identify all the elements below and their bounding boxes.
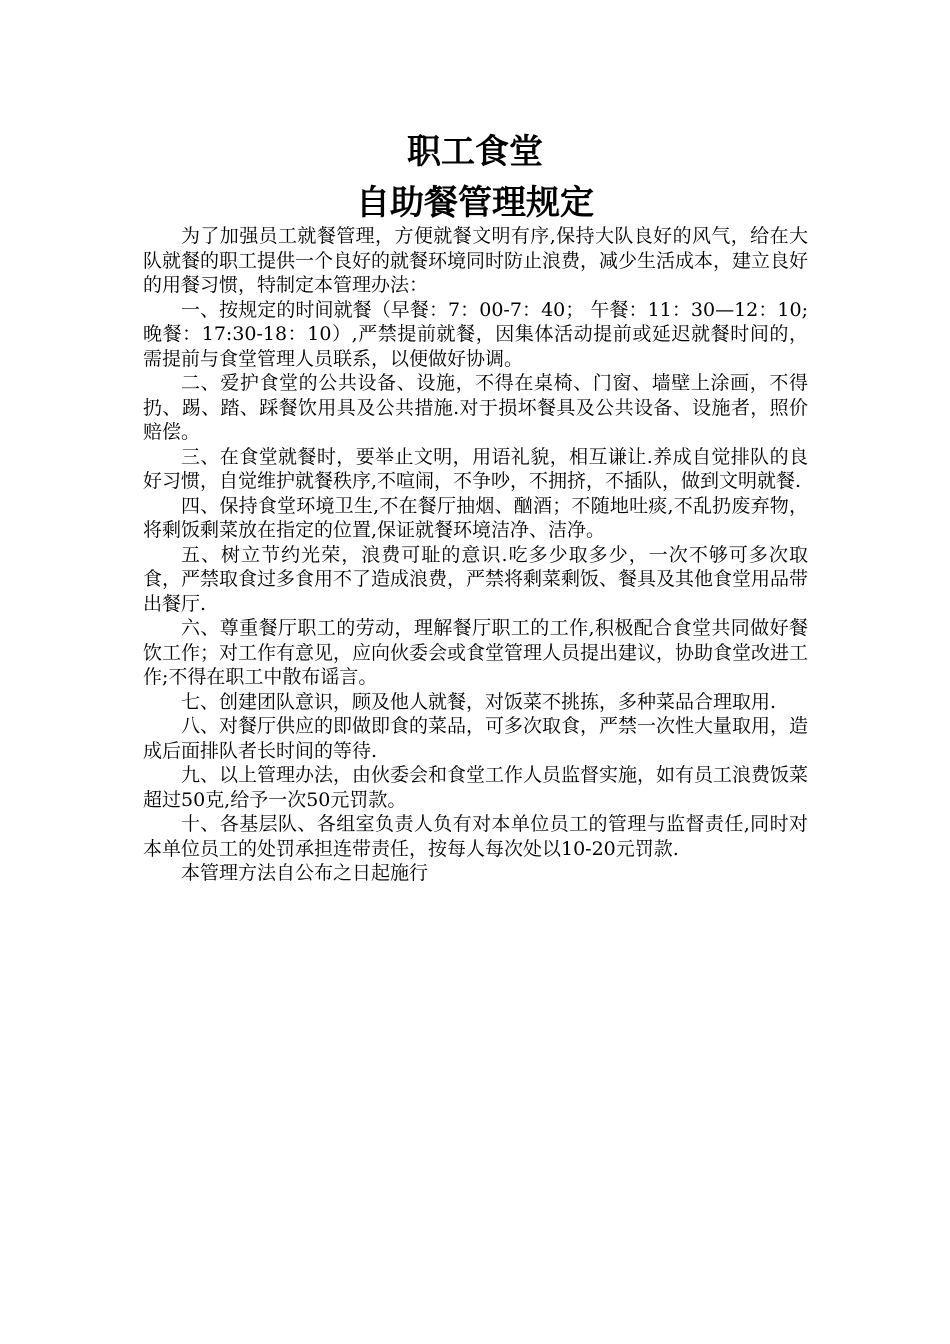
rule-2-paragraph: 二、爱护食堂的公共设备、设施，不得在桌椅、门窗、墙壁上涂画，不得扔、踢、踏、踩餐饮用具及公共措施.对于损坏餐具及公共设备、设施者，照价赔偿。: [143, 372, 808, 443]
intro-paragraph: 为了加强员工就餐管理，方便就餐文明有序,保持大队良好的风气，给在大队就餐的职工提供一个良好的就餐环境同时防止浪费，减少生活成本，建立良好的用餐习惯，特制定本管理办法：: [143, 225, 809, 296]
rule-5-paragraph: 五、树立节约光荣，浪费可耻的意识.吃多少取多少，一次不够可多次取食，严禁取食过多食用不了造成浪费，严禁将剩菜剩饭、餐具及其他食堂用品带出餐厅.: [143, 543, 809, 615]
effective-date-paragraph: 本管理方法自公布之日起施行: [181, 862, 429, 884]
rule-9-paragraph: 九、以上管理办法，由伙委会和食堂工作人员监督实施，如有员工浪费饭菜超过50克,给予一次50元罚款。: [143, 764, 809, 811]
rule-7-paragraph: 七、创建团队意识，顾及他人就餐，对饭菜不挑拣，多种菜品合理取用.: [181, 690, 777, 713]
document-body: [143, 224, 808, 886]
rule-3-paragraph: 三、在食堂就餐时，要举止文明，用语礼貌，相互谦让.养成自觉排队的良好习惯，自觉维护就餐秩序,不喧闹，不争吵，不拥挤，不插队，做到文明就餐.: [143, 445, 808, 492]
rule-6-paragraph: 六、尊重餐厅职工的劳动，理解餐厅职工的工作,积极配合食堂共同做好餐饮工作；对工作有意见，应向伙委会或食堂管理人员提出建议，协助食堂改进工作;不得在职工中散布谣言。: [143, 617, 809, 688]
rule-10-paragraph: 十、各基层队、各组室负责人负有对本单位员工的管理与监督责任,同时对本单位员工的处罚承担连带责任，按每人每次处以10-20元罚款.: [143, 813, 808, 860]
rule-8-paragraph: 八、对餐厅供应的即做即食的菜品，可多次取食，严禁一次性大量取用，造成后面排队者长时间的等待.: [143, 715, 809, 762]
rule-1-paragraph: 一、按规定的时间就餐（早餐：7：00-7：40； 午餐：11：30—12：10; 晚餐：17:30-18：10）,严禁提前就餐，因集体活动提前或延迟就餐时间的，需提前与食堂管理人员联系，以便做好协调。: [143, 298, 808, 370]
rule-4-paragraph: 四、保持食堂环境卫生,不在餐厅抽烟、酗酒；不随地吐痰,不乱扔废弃物，将剩饭剩菜放在指定的位置,保证就餐环境洁净、洁净。: [143, 494, 808, 541]
page-title: 职工食堂: [407, 132, 543, 172]
page-subtitle: 自助餐管理规定: [356, 183, 594, 223]
